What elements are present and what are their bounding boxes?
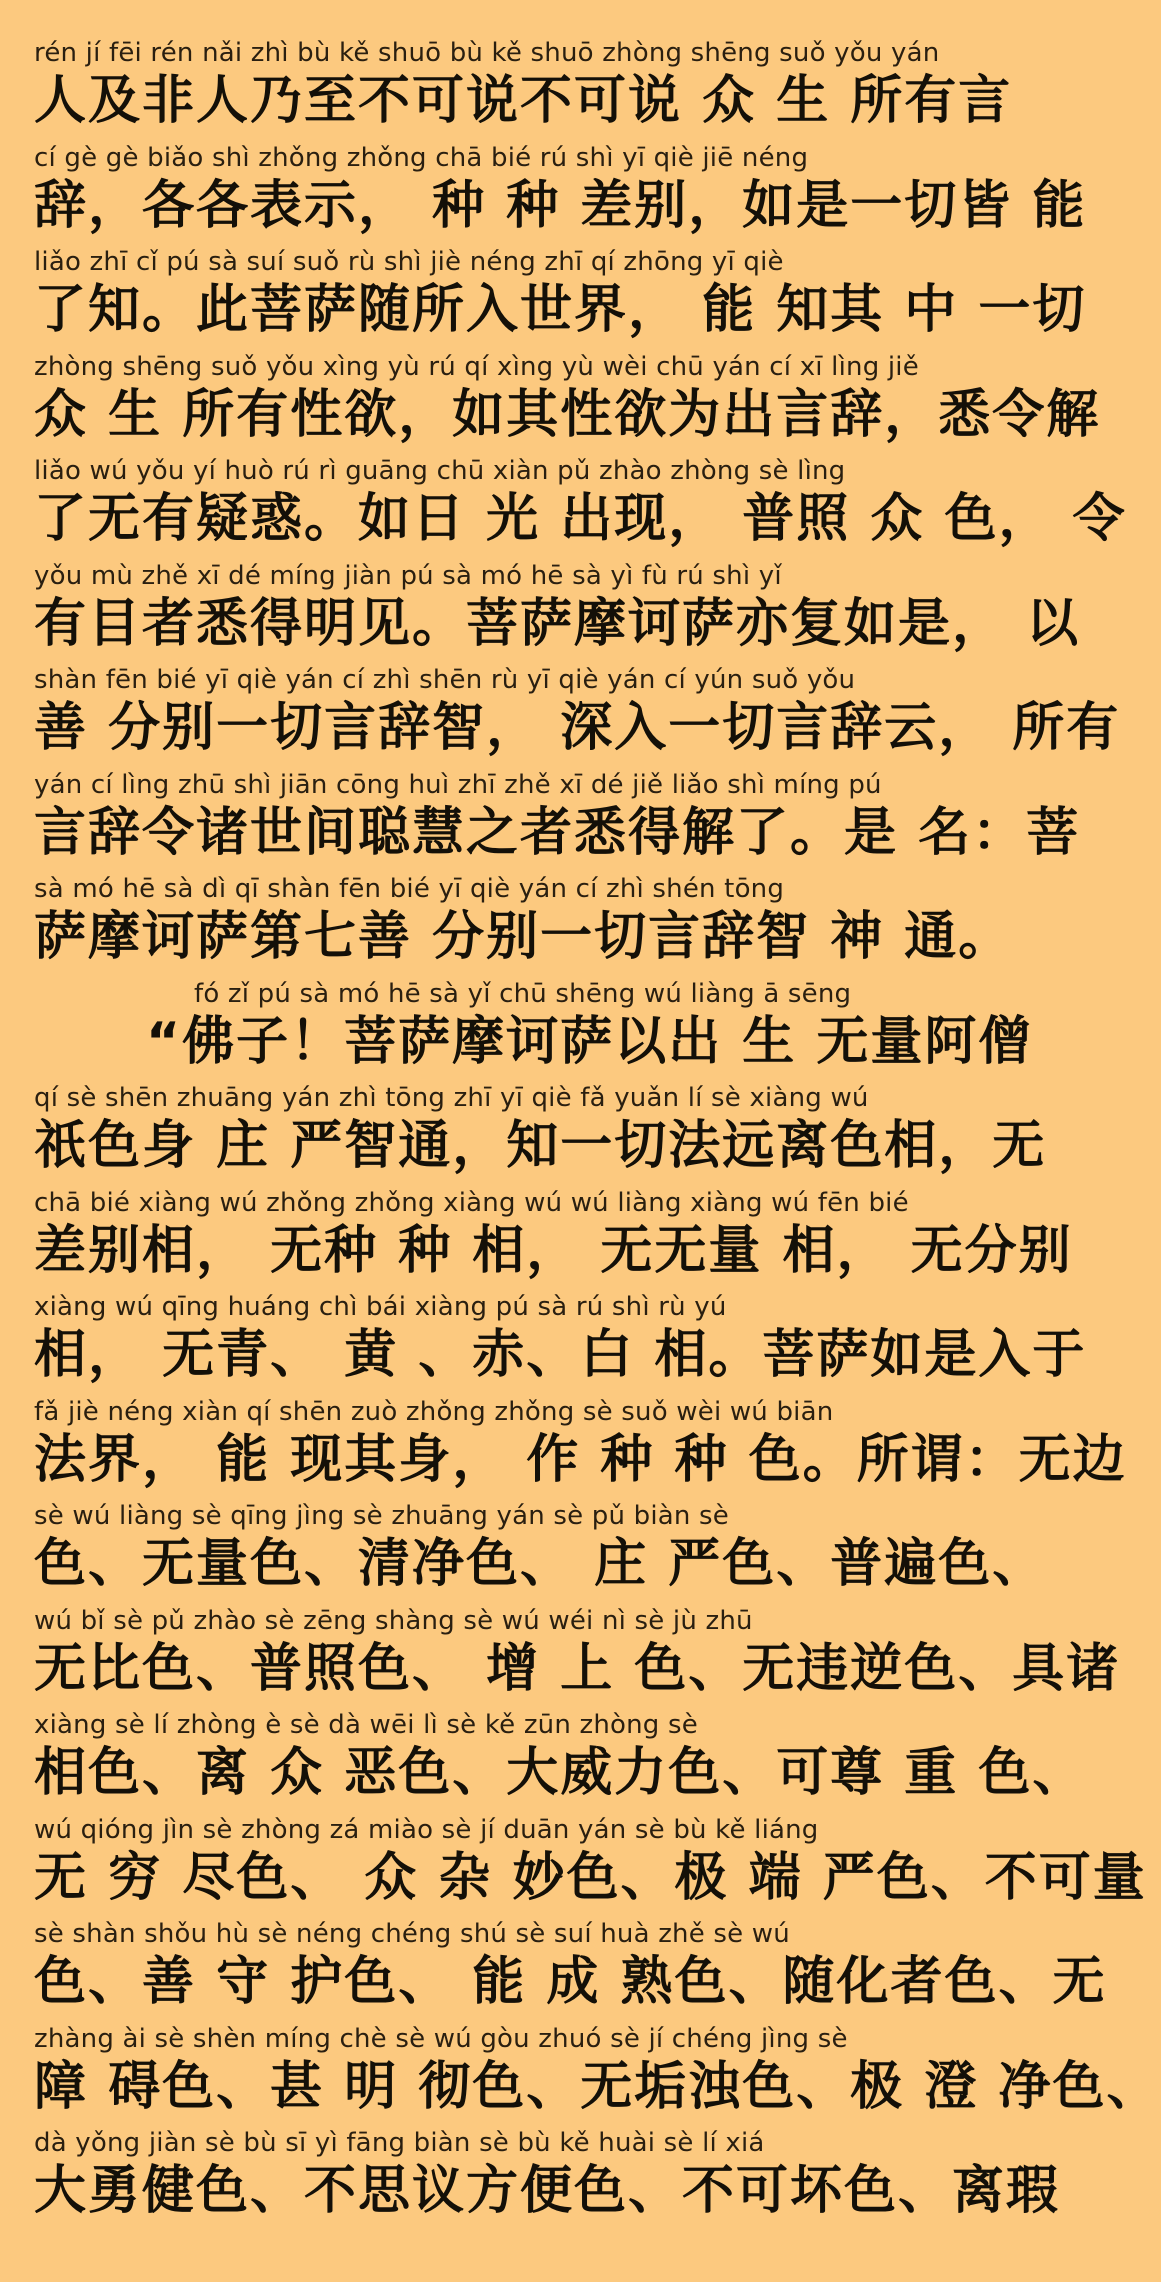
text-line-6: [34, 560, 1081, 666]
pinyin-row: sà mó hē sà dì qī shàn fēn bié yī qiè yán cí zhì shén tōng: [34, 874, 785, 904]
pinyin-row: shàn fēn bié yī qiè yán cí zhì shēn rù yī qiè yán cí yún suǒ yǒu: [34, 665, 856, 695]
text-line-19: [34, 1919, 1107, 2024]
pinyin-row: chā bié xiàng wú zhǒng zhǒng xiàng wú wú liàng xiàng wú fēn bié: [34, 1187, 909, 1218]
text-line-7: [34, 665, 1121, 770]
text-line-14: [34, 1396, 1127, 1502]
hanzi-row: 了知。此菩萨随所入世界， 能 知其 中 一切: [34, 280, 1087, 340]
pinyin-row: wú qióng jìn sè zhòng zá miào sè jí duān yán sè bù kě liáng: [34, 1814, 819, 1845]
text-line-1: [34, 38, 1046, 143]
hanzi-row: 萨摩诃萨第七善 分别一切言辞智 神 通。: [34, 907, 1013, 967]
pinyin-row: dà yǒng jiàn sè bù sī yì fāng biàn sè bù kě huài sè lí xiá: [34, 2128, 765, 2158]
hanzi-row: 相， 无青、 黄 、赤、白 相。菩萨如是入于: [34, 1325, 1087, 1385]
text-line-10-paragraph-start: [34, 979, 1046, 1084]
pinyin-row: liǎo zhī cǐ pú sà suí suǒ rù shì jiè néng zhī qí zhōng yī qiè: [34, 247, 784, 277]
hanzi-row: 法界， 能 现其身， 作 种 种 色。所谓：无边: [34, 1429, 1127, 1490]
hanzi-row: 色、善 守 护色、 能 成 熟色、随化者色、无: [34, 1952, 1107, 2012]
hanzi-row: 相色、离 众 恶色、大威力色、可尊 重 色、: [34, 1743, 1087, 1803]
hanzi-row: 有目者悉得明见。菩萨摩诃萨亦复如是， 以: [34, 593, 1081, 654]
text-line-17: [34, 1710, 1087, 1815]
pinyin-row: cí gè gè biǎo shì zhǒng zhǒng chā bié rú shì yī qiè jiē néng: [34, 142, 809, 173]
text-line-13: [34, 1292, 1087, 1397]
hanzi-row: “佛子！菩萨摩诃萨以出 生 无量阿僧: [146, 1011, 1033, 1072]
pinyin-row: wú bǐ sè pǔ zhào sè zēng shàng sè wú wéi nì sè jù zhū: [34, 1605, 753, 1636]
hanzi-row: 大勇健色、不思议方便色、不可坏色、离瑕: [34, 2161, 1061, 2221]
hanzi-row: 无比色、普照色、 增 上 色、无违逆色、具诸: [34, 1638, 1121, 1699]
hanzi-row: 了无有疑惑。如日 光 出现， 普照 众 色， 令: [34, 489, 1127, 549]
pinyin-row: fǎ jiè néng xiàn qí shēn zuò zhǒng zhǒng sè suǒ wèi wú biān: [34, 1396, 834, 1427]
hanzi-row: 人及非人乃至不可说不可说 众 生 所有言: [34, 71, 1013, 131]
text-line-15: [34, 1501, 1046, 1606]
pinyin-row: liǎo wú yǒu yí huò rú rì guāng chū xiàn pǔ zhào zhòng sè lìng: [34, 456, 846, 486]
text-line-16: [34, 1605, 1121, 1711]
text-line-4: [34, 351, 1101, 457]
pinyin-row: rén jí fēi rén nǎi zhì bù kě shuō bù kě shuō zhòng shēng suǒ yǒu yán: [34, 38, 940, 68]
pinyin-row: qí sè shēn zhuāng yán zhì tōng zhī yī qiè fǎ yuǎn lí sè xiàng wú: [34, 1083, 869, 1113]
text-line-5: [34, 456, 1127, 561]
pinyin-row: yǒu mù zhě xī dé míng jiàn pú sà mó hē sà yì fù rú shì yǐ: [34, 560, 782, 591]
hanzi-row: 祇色身 庄 严智通，知一切法远离色相，无: [34, 1116, 1047, 1176]
text-line-12: [34, 1187, 1073, 1293]
text-line-21: [34, 2128, 1061, 2233]
pinyin-row: xiàng sè lí zhòng è sè dà wēi lì sè kě zūn zhòng sè: [34, 1710, 698, 1740]
hanzi-row: 差别相， 无种 种 相， 无无量 相， 无分别: [34, 1220, 1073, 1281]
pinyin-row: sè shàn shǒu hù sè néng chéng shú sè suí huà zhě sè wú: [34, 1919, 790, 1949]
text-line-18: [34, 1814, 1147, 1920]
pinyin-row: xiàng wú qīng huáng chì bái xiàng pú sà rú shì rù yú: [34, 1292, 727, 1322]
text-line-20: [34, 2023, 1161, 2129]
pinyin-row: yán cí lìng zhū shì jiān cōng huì zhī zhě xī dé jiě liǎo shì míng pú: [34, 769, 882, 800]
text-line-2: [34, 142, 1087, 248]
pinyin-row: zhòng shēng suǒ yǒu xìng yù rú qí xìng yù wèi chū yán cí xī lìng jiě: [34, 351, 919, 382]
hanzi-row: 障 碍色、甚 明 彻色、无垢浊色、极 澄 净色、: [34, 2056, 1161, 2117]
text-line-11: [34, 1083, 1046, 1188]
hanzi-row: 言辞令诸世间聪慧之者悉得解了。是 名：菩: [34, 802, 1081, 863]
text-line-8: [34, 769, 1081, 875]
hanzi-row: 无 穷 尽色、 众 杂 妙色、极 端 严色、不可量: [34, 1847, 1147, 1908]
hanzi-row: 众 生 所有性欲，如其性欲为出言辞，悉令解: [34, 384, 1101, 445]
hanzi-row: 善 分别一切言辞智， 深入一切言辞云， 所有: [34, 698, 1121, 758]
text-line-9: [34, 874, 1046, 979]
pinyin-row: sè wú liàng sè qīng jìng sè zhuāng yán sè pǔ biàn sè: [34, 1501, 729, 1531]
hanzi-row: 辞，各各表示， 种 种 差别，如是一切皆 能: [34, 175, 1087, 236]
hanzi-row: 色、无量色、清净色、 庄 严色、普遍色、: [34, 1534, 1047, 1594]
pinyin-row: fó zǐ pú sà mó hē sà yǐ chū shēng wú liàng ā sēng: [194, 978, 852, 1009]
pinyin-row: zhàng ài sè shèn míng chè sè wú gòu zhuó sè jí chéng jìng sè: [34, 2023, 848, 2054]
text-line-3: [34, 247, 1087, 352]
